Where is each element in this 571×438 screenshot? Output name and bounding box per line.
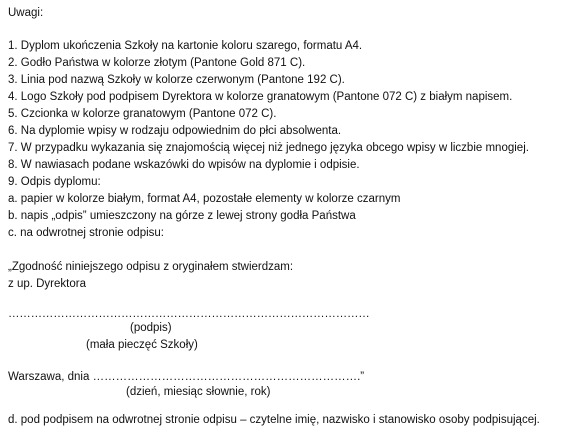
seal-label: (mała pieczęć Szkoły) [86, 339, 198, 351]
date-hint: (dzień, miesiąc słownie, rok) [126, 386, 271, 398]
notes-heading: Uwagi: [8, 7, 44, 19]
note-item-2: 2. Godło Państwa w kolorze złotym (Pantone Gold 871 C). [8, 57, 306, 69]
note-item-9b: b. napis „odpis” umieszczony na górze z lewej strony godła Państwa [8, 210, 356, 222]
note-item-7: 7. W przypadku wykazania się znajomością więcej niż jednego języka obcego wpisy w liczbie mnogiej. [8, 142, 529, 154]
note-item-1: 1. Dyplom ukończenia Szkoły na kartonie koloru szarego, formatu A4. [8, 40, 363, 52]
note-item-3: 3. Linia pod nazwą Szkoły w kolorze czerwonym (Pantone 192 C). [8, 74, 345, 86]
signature-line: …………………………………………………………………………………… [8, 308, 370, 320]
note-item-6: 6. Na dyplomie wpisy w rodzaju odpowiednim do płci absolwenta. [8, 125, 342, 137]
certification-on-behalf: z up. Dyrektora [8, 278, 86, 290]
place-date-line: Warszawa, dnia …………………………………………………………….” [8, 371, 365, 383]
note-item-9a: a. papier w kolorze białym, format A4, pozostałe elementy w kolorze czarnym [8, 193, 401, 205]
note-item-5: 5. Czcionka w kolorze granatowym (Pantone 072 C). [8, 108, 277, 120]
note-item-9d: d. pod podpisem na odwrotnej stronie odpisu – czytelne imię, nazwisko i stanowisko osoby podpisującej. [8, 414, 540, 426]
note-item-9c: c. na odwrotnej stronie odpisu: [8, 227, 164, 239]
note-item-4: 4. Logo Szkoły pod podpisem Dyrektora w kolorze granatowym (Pantone 072 C) z białym napisem. [8, 91, 513, 103]
certification-statement: „Zgodność niniejszego odpisu z oryginałem stwierdzam: [8, 261, 294, 273]
signature-label: (podpis) [130, 322, 172, 334]
note-item-9: 9. Odpis dyplomu: [8, 176, 101, 188]
note-item-8: 8. W nawiasach podane wskazówki do wpisów na dyplomie i odpisie. [8, 159, 360, 171]
